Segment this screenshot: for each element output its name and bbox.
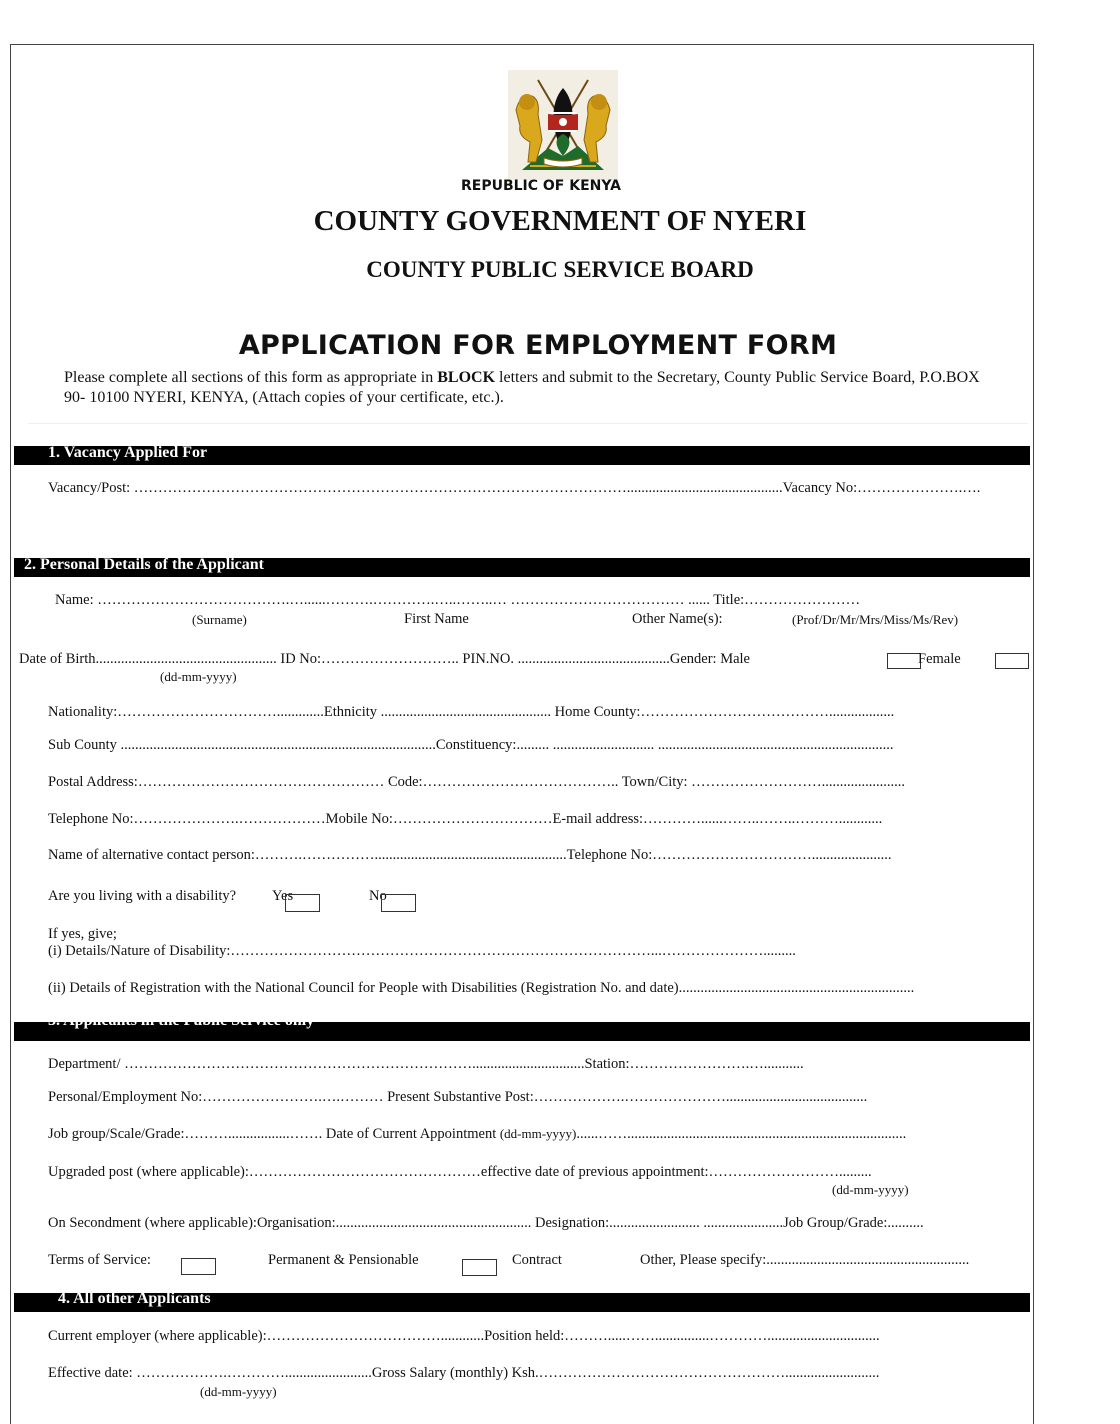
disability-registration-field[interactable]: (ii) Details of Registration with the National Council for People with Disabilities (Registration No. and date)................................................................. xyxy=(48,980,915,996)
telephone-mobile-email-field[interactable]: Telephone No:………………….………………Mobile No:……………………………E-mail address:…………......……..……..………............ xyxy=(48,811,883,827)
job-group-appointment-field[interactable]: Job group/Scale/Grade:……….................……. Date of Current Appointment (dd-mm-yyyy)......……............................................................................. xyxy=(48,1126,907,1142)
nationality-ethnicity-county-field[interactable]: Nationality:…………………………….............Ethnicity ............................................... Home County:………………………………….................. xyxy=(48,704,895,720)
section-1-header: 1. Vacancy Applied For xyxy=(14,446,1030,465)
subcounty-constituency-field[interactable]: Sub County .......................................................................................Constituency:......... ............................ ................................................................. xyxy=(48,737,894,753)
name-field[interactable]: Name: ………………………………….…......……….………….…..……..… ……………………………… ...... Title:…………………… xyxy=(55,592,861,608)
upgraded-post-field[interactable]: Upgraded post (where applicable):…………………………………………effective date of previous appointment:………………………......... xyxy=(48,1164,872,1180)
republic-label: REPUBLIC OF KENYA xyxy=(460,178,622,194)
section-2-header: 2. Personal Details of the Applicant xyxy=(14,558,1030,577)
female-label: Female xyxy=(918,651,961,667)
kenya-coat-of-arms-logo xyxy=(508,70,618,180)
disability-no-label: No xyxy=(369,888,387,904)
public-service-board-title: COUNTY PUBLIC SERVICE BOARD xyxy=(366,257,754,282)
effective-date-format-label: (dd-mm-yyyy) xyxy=(200,1384,277,1399)
contract-label: Contract xyxy=(512,1252,562,1268)
disability-yes-label: Yes xyxy=(272,888,294,904)
divider xyxy=(28,423,1028,424)
title-options-label: (Prof/Dr/Mr/Mrs/Miss/Ms/Rev) xyxy=(792,612,959,627)
gender-male-checkbox[interactable] xyxy=(887,653,921,669)
first-name-label: First Name xyxy=(404,611,469,627)
employment-number-post-field[interactable]: Personal/Employment No:…………………….….……… Present Substantive Post:……………….…………………....................................... xyxy=(48,1089,868,1105)
form-title: APPLICATION FOR EMPLOYMENT FORM xyxy=(238,330,838,361)
disability-yes-checkbox[interactable] xyxy=(285,894,320,912)
form-instructions: Please complete all sections of this form as appropriate in BLOCK letters and submit to the Secretary, County Public Service Board, P.O.BOX 90- 10100 NYERI, KENYA, (Attach copies of your certificate, etc.). xyxy=(64,369,980,406)
postal-address-field[interactable]: Postal Address:…………………………………………… Code:………………………………….. Town/City: ………………………....................... xyxy=(48,774,906,790)
disability-question: Are you living with a disability? xyxy=(48,888,237,904)
surname-label: (Surname) xyxy=(192,612,247,627)
contract-checkbox[interactable] xyxy=(462,1259,497,1276)
permanent-pensionable-label: Permanent & Pensionable xyxy=(268,1252,419,1268)
county-government-title: COUNTY GOVERNMENT OF NYERI xyxy=(313,205,807,237)
other-terms-field[interactable]: Other, Please specify:........................................................ xyxy=(640,1252,970,1268)
other-names-label: Other Name(s): xyxy=(632,611,723,627)
section-4-header: 4. All other Applicants xyxy=(14,1293,1030,1312)
current-employer-position-field[interactable]: Current employer (where applicable):………………………………............Position held:……….....……...............…………............................... xyxy=(48,1328,880,1344)
dob-format-label: (dd-mm-yyyy) xyxy=(160,669,237,684)
section-3-header: 3. Applicants in the Public Service only xyxy=(14,1022,1030,1041)
alternative-contact-field[interactable]: Name of alternative contact person:……….…………….....................................................Telephone No:……………………………...................... xyxy=(48,847,892,863)
terms-of-service-label: Terms of Service: xyxy=(48,1252,151,1268)
disability-details-field[interactable]: (i) Details/Nature of Disability:……………………………………………………………………………...…………………......... xyxy=(48,943,796,959)
disability-no-checkbox[interactable] xyxy=(381,894,416,912)
secondment-field[interactable]: On Secondment (where applicable):Organisation:...................................................... Designation:......................... ......................Job Group/Grade:.......... xyxy=(48,1215,924,1231)
gender-female-checkbox[interactable] xyxy=(995,653,1029,669)
vacancy-post-field[interactable]: Vacancy/Post: …………………………………………………………………………………………...........................................Vacancy No:………………….…. xyxy=(48,480,981,496)
effective-date-salary-field[interactable]: Effective date: ……………….…………........................Gross Salary (monthly) Ksh.…………………………………………….......................... xyxy=(48,1365,880,1381)
if-yes-label: If yes, give; xyxy=(48,926,117,942)
upgraded-date-format-label: (dd-mm-yyyy) xyxy=(832,1182,909,1197)
dob-id-pin-gender-field[interactable]: Date of Birth.................................................. ID No:……………………….. PIN.NO. ..........................................Gender: Male xyxy=(19,651,750,667)
department-station-field[interactable]: Department/ ………………………………………………………………...............................Station:…………………….…........... xyxy=(48,1056,804,1072)
permanent-pensionable-checkbox[interactable] xyxy=(181,1258,216,1275)
